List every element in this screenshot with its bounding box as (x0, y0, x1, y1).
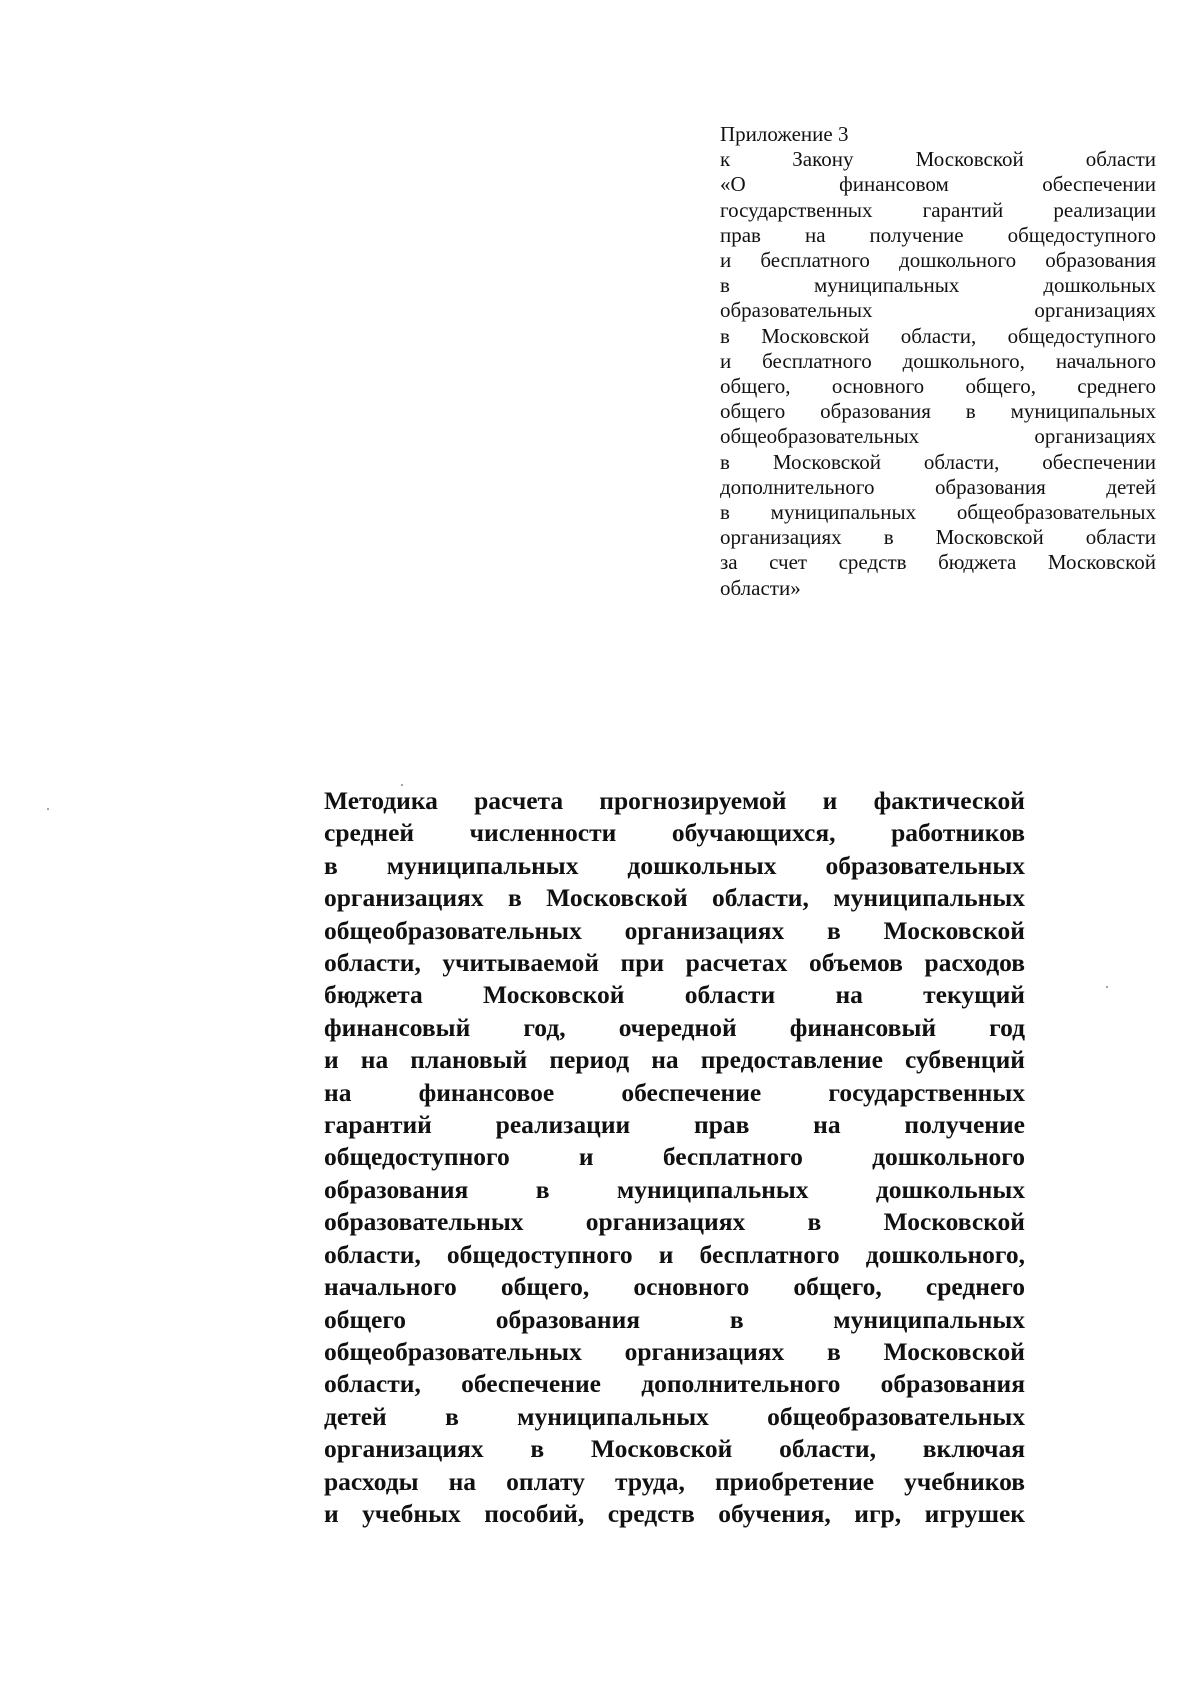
title-line: образования в муниципальных дошкольных (324, 1174, 1025, 1204)
title-line: Методика расчета прогнозируемой и фактической (324, 786, 1025, 815)
title-line: области, обеспечение дополнительного образования (324, 1369, 1025, 1399)
appendix-line: «О финансовом обеспечении (720, 172, 1156, 197)
title-line: области, общедоступного и бесплатного дошкольного, (324, 1239, 1025, 1269)
appendix-line: общего образования в муниципальных (720, 399, 1156, 424)
appendix-line: и бесплатного дошкольного образования (720, 248, 1156, 273)
appendix-reference-block (720, 122, 1156, 601)
title-line: общего образования в муниципальных (324, 1304, 1025, 1334)
title-line: гарантий реализации прав на получение (324, 1110, 1025, 1140)
title-line: расходы на оплату труда, приобретение учебников (324, 1466, 1025, 1496)
title-line: и на плановый период на предоставление субвенций (324, 1045, 1025, 1075)
title-line: организациях в Московской области, муниципальных (324, 883, 1025, 913)
appendix-line: и бесплатного дошкольного, начального (720, 348, 1156, 373)
title-line: финансовый год, очередной финансовый год (324, 1012, 1025, 1042)
title-line: области, учитываемой при расчетах объемов расходов (324, 948, 1025, 978)
title-line: детей в муниципальных общеобразовательных (324, 1401, 1025, 1431)
appendix-line: в Московской области, общедоступного (720, 323, 1156, 348)
title-line: бюджета Московской области на текущий (324, 980, 1025, 1010)
appendix-line: в Московской области, обеспечении (720, 449, 1156, 474)
appendix-line: прав на получение общедоступного (720, 222, 1156, 247)
appendix-line: области» (720, 575, 801, 600)
title-line: на финансовое обеспечение государственных (324, 1077, 1025, 1107)
scan-speck (47, 808, 49, 810)
appendix-line: общего, основного общего, среднего (720, 374, 1156, 399)
appendix-line: образовательных организациях (720, 298, 1156, 323)
appendix-line: организациях в Московской области (720, 525, 1156, 550)
appendix-line: дополнительного образования детей (720, 474, 1156, 499)
appendix-line: общеобразовательных организациях (720, 424, 1156, 449)
document-title (324, 785, 1025, 1530)
appendix-line: за счет средств бюджета Московской (720, 550, 1156, 575)
title-line: средней численности обучающихся, работников (324, 818, 1025, 848)
title-line: общеобразовательных организациях в Московской (324, 1336, 1025, 1366)
title-line: общеобразовательных организациях в Московской (324, 915, 1025, 945)
appendix-line: государственных гарантий реализации (720, 197, 1156, 222)
title-line: в муниципальных дошкольных образовательных (324, 850, 1025, 880)
appendix-line: в муниципальных общеобразовательных (720, 500, 1156, 525)
scan-speck (401, 784, 403, 786)
scan-speck (1106, 986, 1108, 988)
title-line: общедоступного и бесплатного дошкольного (324, 1142, 1025, 1172)
title-line: организациях в Московской области, включая (324, 1434, 1025, 1464)
appendix-line: Приложение 3 (720, 122, 849, 146)
appendix-line: в муниципальных дошкольных (720, 273, 1156, 298)
title-line: и учебных пособий, средств обучения, игр, игрушек (324, 1498, 1025, 1528)
title-line: образовательных организациях в Московской (324, 1207, 1025, 1237)
appendix-line: к Закону Московской области (720, 147, 1156, 172)
title-line: начального общего, основного общего, среднего (324, 1272, 1025, 1302)
